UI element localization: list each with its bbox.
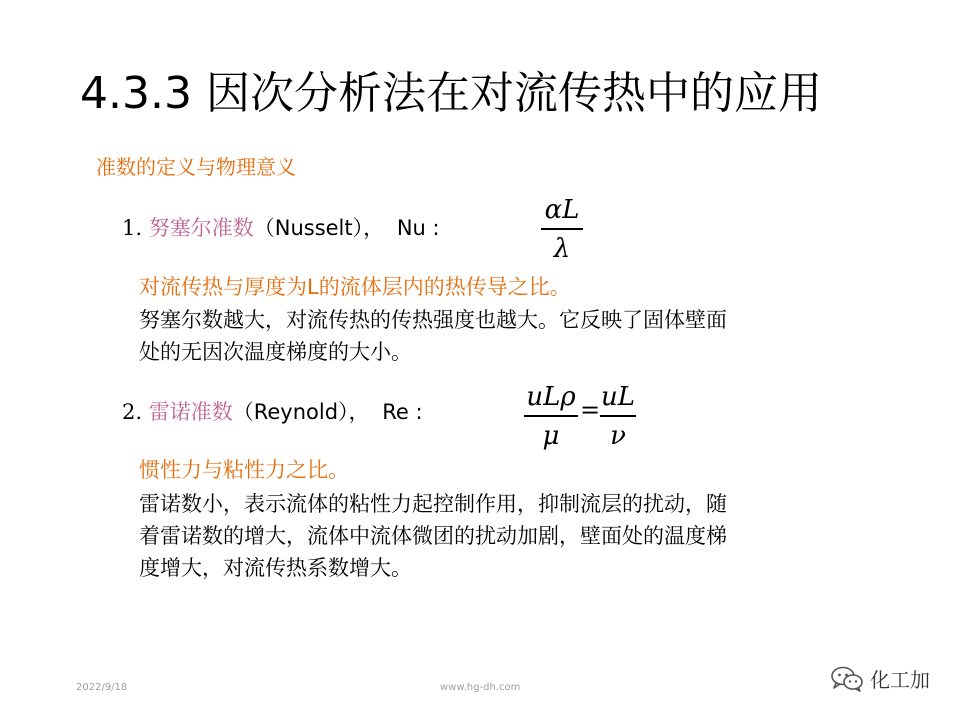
item-2-number: 2. xyxy=(122,400,143,424)
item-1-highlight: 对流传热与厚度为L的流体层内的热传导之比。 xyxy=(139,275,571,299)
nusselt-numerator: αL xyxy=(544,195,580,225)
item-2-name: 雷诺准数 xyxy=(148,400,233,424)
item-1-desc-line: 处的无因次温度梯度的大小。 xyxy=(139,340,412,364)
fraction-bar xyxy=(524,415,578,417)
item-2-desc-line: 雷诺数小，表示流体的粘性力起控制作用，抑制流层的扰动，随 xyxy=(139,492,727,516)
fraction-bar xyxy=(600,415,636,417)
wechat-icon xyxy=(830,665,864,693)
reynolds-fraction-1 xyxy=(524,382,578,451)
reynolds-fraction-2 xyxy=(600,382,636,451)
reynolds-numerator-1: uLρ xyxy=(526,382,576,412)
item-2-symbol: Re : xyxy=(382,400,423,424)
section-subtitle: 准数的定义与物理意义 xyxy=(96,155,296,179)
item-1-description xyxy=(139,304,899,368)
item-1-desc-line: 努塞尔数越大，对流传热的传热强度也越大。它反映了固体壁面 xyxy=(139,308,727,332)
item-1-english: （Nusselt）， xyxy=(253,216,385,240)
reynolds-numerator-2: uL xyxy=(600,382,635,412)
item-2-highlight: 惯性力与粘性力之比。 xyxy=(139,458,349,482)
equals-sign: = xyxy=(580,396,601,424)
slide-title: 4.3.3 因次分析法在对流传热中的应用 xyxy=(80,68,822,119)
item-2-desc-line: 度增大，对流传热系数增大。 xyxy=(139,556,412,580)
fraction-bar xyxy=(541,228,583,230)
nusselt-denominator: λ xyxy=(553,233,571,264)
item-1-number: 1. xyxy=(122,216,143,240)
item-1-heading xyxy=(122,213,440,243)
item-2-description xyxy=(139,488,899,584)
item-1-name: 努塞尔准数 xyxy=(148,216,254,240)
item-2-heading xyxy=(122,397,423,427)
nusselt-fraction xyxy=(541,195,583,264)
footer-url: www.hg-dh.com xyxy=(440,682,521,693)
footer-date: 2022/9/18 xyxy=(76,682,128,693)
reynolds-denominator-1: μ xyxy=(542,420,560,451)
reynolds-denominator-2: ν xyxy=(610,420,626,451)
item-2-english: （Reynold）， xyxy=(232,400,370,424)
item-1-symbol: Nu : xyxy=(396,216,440,240)
item-2-desc-line: 着雷诺数的增大，流体中流体微团的扰动加剧，壁面处的温度梯 xyxy=(139,524,727,548)
brand-watermark xyxy=(830,664,930,693)
brand-name: 化工加 xyxy=(870,668,930,692)
